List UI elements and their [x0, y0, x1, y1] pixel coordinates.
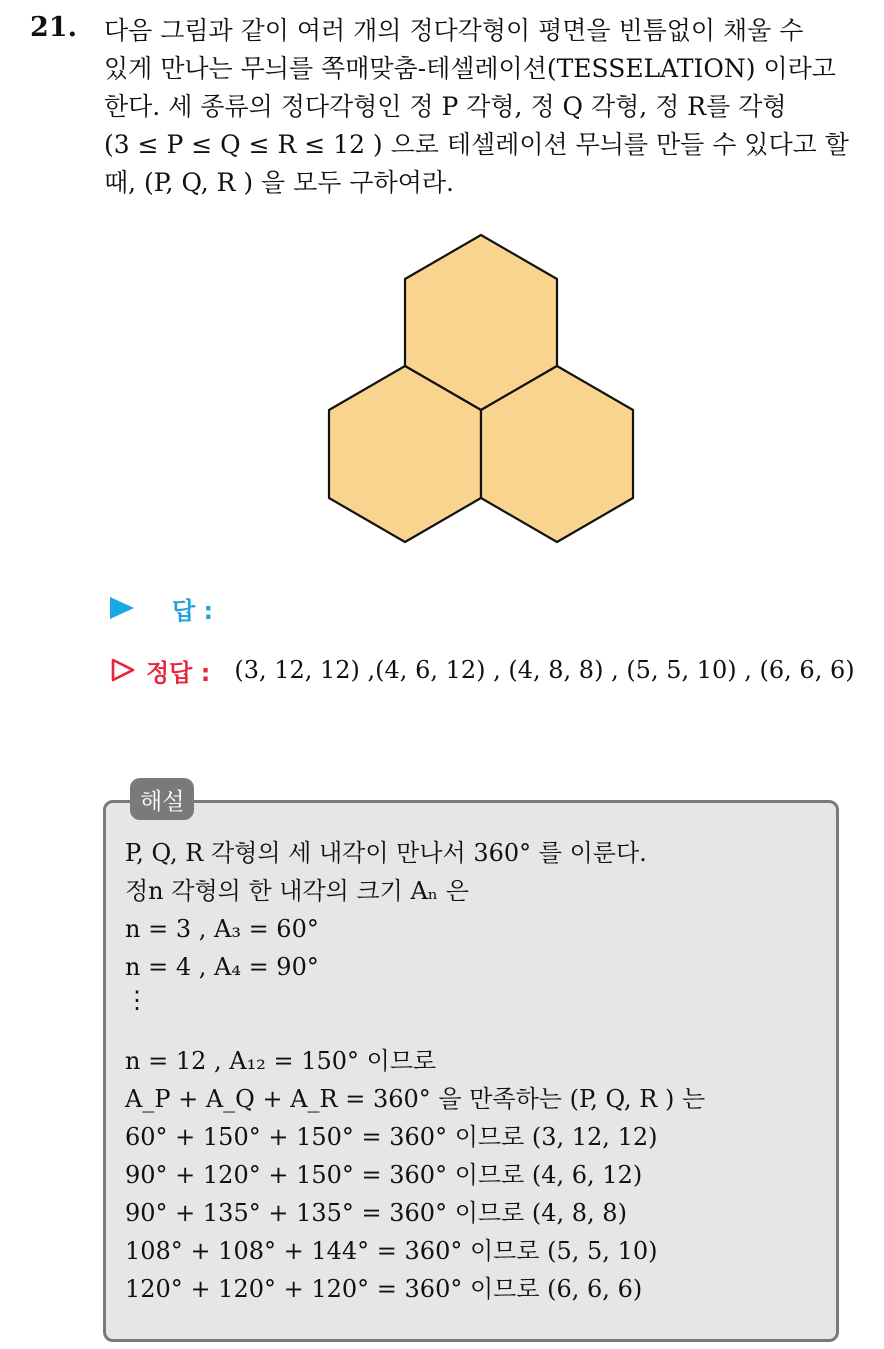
correct-answer-row: [110, 650, 855, 690]
solution-line: 120° + 120° + 120° = 360° 이므로 (6, 6, 6): [125, 1275, 643, 1303]
problem-line: 있게 만나는 무늬를 쪽매맞춤-테셀레이션(TESSELATION) 이라고: [104, 54, 836, 83]
solution-line: n = 4 , A₄ = 90°: [125, 953, 319, 981]
solution-line: 90° + 120° + 150° = 360° 이므로 (4, 6, 12): [125, 1161, 643, 1189]
solution-line: n = 3 , A₃ = 60°: [125, 915, 319, 943]
play-triangle-icon: [110, 597, 134, 619]
solution-text: [125, 834, 825, 1308]
answer-row: [110, 588, 213, 628]
solution-line: P, Q, R 각형의 세 내각이 만나서 360° 를 이룬다.: [125, 839, 647, 867]
solution-tag: 해설: [130, 778, 194, 820]
answer-label: 답 :: [172, 596, 214, 625]
outline-triangle-icon: [110, 657, 136, 683]
correct-answer-value: (3, 12, 12) ,(4, 6, 12) , (4, 8, 8) , (5, 5, 10) , (6, 6, 6): [234, 656, 855, 684]
solution-line: 60° + 150° + 150° = 360° 이므로 (3, 12, 12): [125, 1123, 658, 1151]
solution-line: 90° + 135° + 135° = 360° 이므로 (4, 8, 8): [125, 1199, 627, 1227]
problem-line: 다음 그림과 같이 여러 개의 정다각형이 평면을 빈틈없이 채울 수: [104, 16, 804, 45]
problem-line: 한다. 세 종류의 정다각형인 정 P 각형, 정 Q 각형, 정 R를 각형: [104, 92, 787, 121]
hexagon-tessellation-svg: [326, 232, 638, 546]
solution-ellipsis: ⋮: [125, 986, 149, 1014]
problem-number: 21.: [30, 12, 77, 43]
solution-line: 정n 각형의 한 내각의 크기 Aₙ 은: [125, 877, 469, 905]
problem-line: (3 ≤ P ≤ Q ≤ R ≤ 12 ) 으로 테셀레이션 무늬를 만들 수 있다고 할: [104, 130, 849, 159]
solution-line: A_P + A_Q + A_R = 360° 을 만족하는 (P, Q, R ) 는: [125, 1085, 706, 1113]
problem-line: 때, (P, Q, R ) 을 모두 구하여라.: [104, 168, 454, 197]
solution-line: 108° + 108° + 144° = 360° 이므로 (5, 5, 10): [125, 1237, 658, 1265]
problem-text: [104, 12, 874, 202]
hexagon-figure: [326, 232, 638, 550]
correct-answer-label: 정답 :: [146, 658, 211, 687]
solution-line: n = 12 , A₁₂ = 150° 이므로: [125, 1047, 437, 1075]
